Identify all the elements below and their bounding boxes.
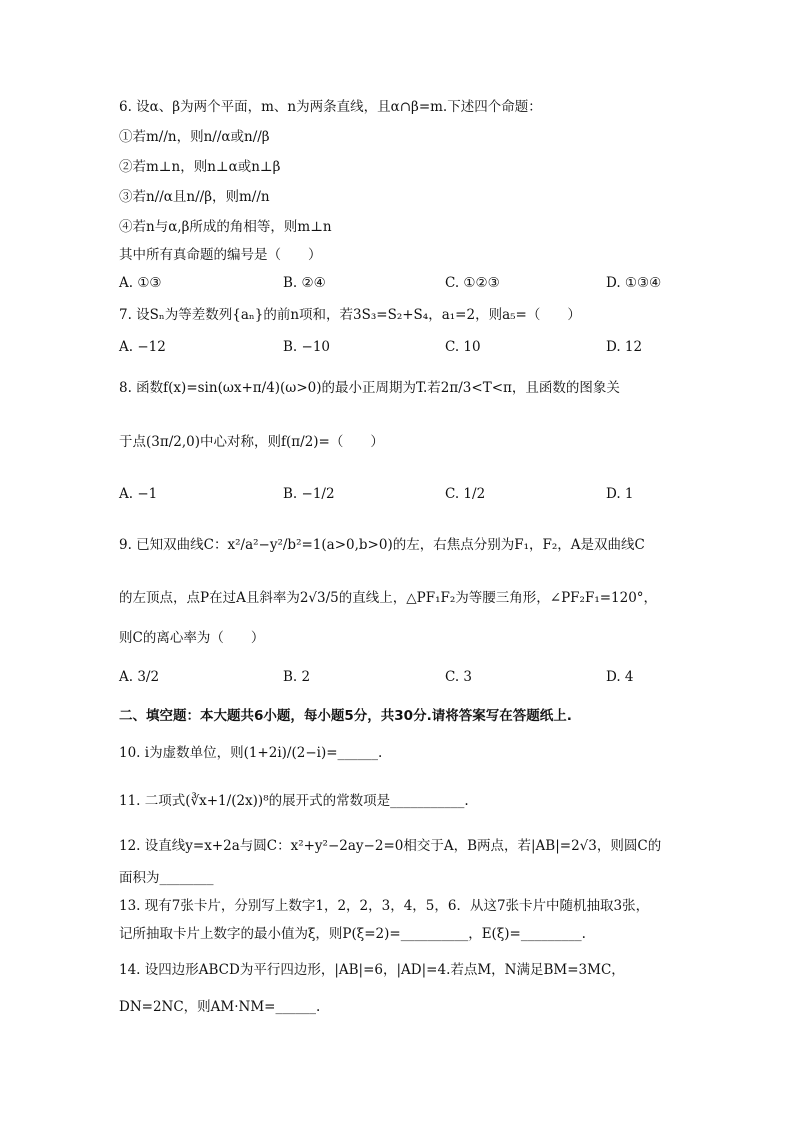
q9-stem-line-2: 的左顶点，点P在过A且斜率为2√3/5的直线上，△PF₁F₂为等腰三角形，∠PF₂F₁=120°， bbox=[119, 590, 658, 606]
q7-option-c: C. 10 bbox=[445, 339, 481, 355]
q9-option-a: A. 3/2 bbox=[119, 669, 160, 685]
q6-option-d: D. ①③④ bbox=[606, 275, 662, 291]
q6-question: 其中所有真命题的编号是（ ） bbox=[119, 247, 322, 263]
q13-stem-line-1: 13. 现有7张卡片，分别写上数字1，2，2，3，4，5，6．从这7张卡片中随机抽取3张， bbox=[119, 898, 650, 914]
q6-statement-2: ②若m⊥n，则n⊥α或n⊥β bbox=[119, 159, 281, 175]
q9-stem-line-3: 则C的离心率为（ ） bbox=[119, 630, 265, 646]
q10-stem: 10. i为虚数单位，则(1+2i)/(2−i)=______. bbox=[119, 745, 383, 761]
q14-stem-line-2: DN=2NC，则AM·NM=______. bbox=[119, 999, 321, 1015]
q12-stem-line-2: 面积为________ bbox=[119, 870, 214, 886]
q6-option-c: C. ①②③ bbox=[445, 275, 500, 291]
q8-stem-line-1: 8. 函数f(x)=sin(ωx+π/4)(ω>0)的最小正周期为T.若2π/3<T<π，且函数的图象关 bbox=[119, 380, 620, 396]
q9-option-c: C. 3 bbox=[445, 669, 473, 685]
q9-stem-line-1: 9. 已知双曲线C：x²/a²−y²/b²=1(a>0,b>0)的左，右焦点分别为F₁，F₂，A是双曲线C bbox=[119, 537, 645, 553]
q8-option-a: A. −1 bbox=[119, 486, 158, 502]
q6-option-a: A. ①③ bbox=[119, 275, 162, 291]
q7-option-b: B. −10 bbox=[283, 339, 330, 355]
q7-stem: 7. 设Sₙ为等差数列{aₙ}的前n项和，若3S₃=S₂+S₄，a₁=2，则a₅=（ ） bbox=[119, 307, 581, 323]
q6-statement-1: ①若m//n，则n//α或n//β bbox=[119, 129, 270, 145]
q8-option-b: B. −1/2 bbox=[283, 486, 335, 502]
section-title: 二、填空题：本大题共6小题，每小题5分，共30分.请将答案写在答题纸上. bbox=[119, 708, 572, 724]
q12-stem-line-1: 12. 设直线y=x+2a与圆C：x²+y²−2ay−2=0相交于A，B两点，若|AB|=2√3，则圆C的 bbox=[119, 838, 662, 854]
q8-option-c: C. 1/2 bbox=[445, 486, 486, 502]
q9-option-d: D. 4 bbox=[606, 669, 634, 685]
q11-stem: 11. 二项式(∛x+1/(2x))⁸的展开式的常数项是___________. bbox=[119, 793, 469, 809]
q7-option-d: D. 12 bbox=[606, 339, 643, 355]
q7-option-a: A. −12 bbox=[119, 339, 166, 355]
q9-option-b: B. 2 bbox=[283, 669, 311, 685]
q13-stem-line-2: 记所抽取卡片上数字的最小值为ξ，则P(ξ=2)=__________，E(ξ)=_________. bbox=[119, 926, 586, 942]
q8-stem-line-2: 于点(3π/2,0)中心对称，则f(π/2)=（ ） bbox=[119, 434, 384, 450]
q6-statement-4: ④若n与α,β所成的角相等，则m⊥n bbox=[119, 219, 332, 235]
q6-stem: 6. 设α、β为两个平面，m、n为两条直线，且α∩β=m.下述四个命题： bbox=[119, 99, 542, 115]
q8-option-d: D. 1 bbox=[606, 486, 634, 502]
q14-stem-line-1: 14. 设四边形ABCD为平行四边形，|AB|=6，|AD|=4.若点M，N满足BM=3MC， bbox=[119, 962, 625, 978]
q6-option-b: B. ②④ bbox=[283, 275, 326, 291]
q6-statement-3: ③若n//α且n//β，则m//n bbox=[119, 189, 270, 205]
